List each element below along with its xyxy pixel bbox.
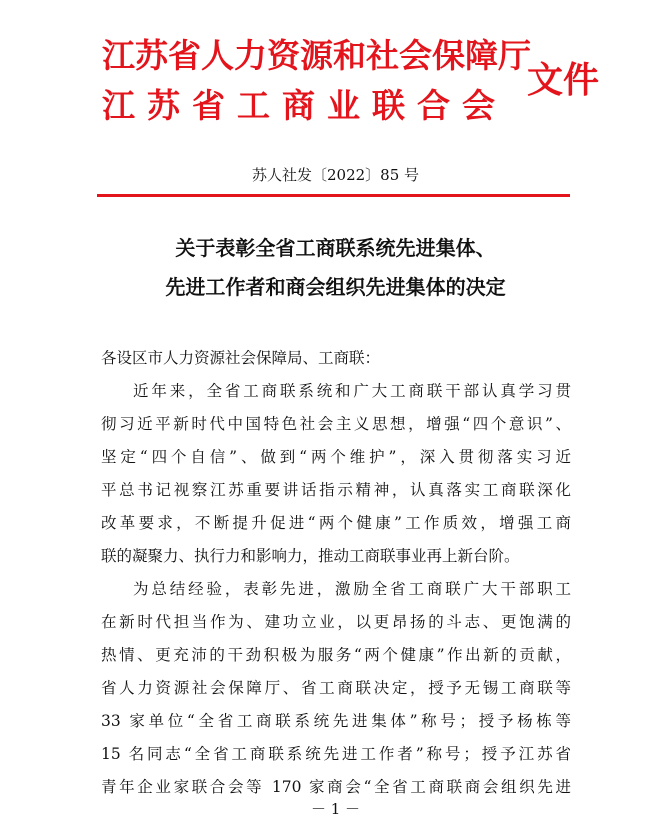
red-divider-line [97,194,570,197]
paragraph-2-line: 青年企业家联合会等 170 家商会“全省工商联商会组织先进 [101,778,571,796]
paragraph-2-line: 33 家单位“全省工商联系统先进集体”称号；授予杨栋等 [101,712,571,730]
paragraph-1-line: 坚定“四个自信”、做到“两个维护”，深入贯彻落实习近 [101,448,571,466]
document-number: 苏人社发〔2022〕85 号 [251,166,420,184]
document-type-label: 文件 [527,60,600,101]
salutation: 各设区市人力资源社会保障局、工商联： [101,349,381,367]
paragraph-2-line: 省人力资源社会保障厅、省工商联决定，授予无锡工商联等 [101,679,571,697]
page-number: － 1 － [310,800,361,818]
paragraph-2-line: 在新时代担当作为、建功立业，以更昂扬的斗志、更饱满的 [101,613,571,631]
document-title-line-2: 先进工作者和商会组织先进集体的决定 [165,275,506,299]
paragraph-1-line: 近年来，全省工商联系统和广大工商联干部认真学习贯 [133,382,571,400]
paragraph-1-line: 联的凝聚力、执行力和影响力，推动工商联事业再上新台阶。 [101,547,520,565]
issuer-name-federation: 江苏省工商业联合会 [102,86,507,125]
paragraph-2-line: 15 名同志“全省工商联系统先进工作者”称号；授予江苏省 [101,745,571,763]
paragraph-2-line: 为总结经验，表彰先进，激励全省工商联广大干部职工 [133,580,571,598]
paragraph-1-line: 改革要求，不断提升促进“两个健康”工作质效，增强工商 [101,514,571,532]
paragraph-2-line: 热情、更充沛的干劲积极为服务“两个健康”作出新的贡献， [101,646,571,664]
issuer-name-hrss: 江苏省人力资源和社会保障厅 [102,36,531,75]
paragraph-1-line: 彻习近平新时代中国特色社会主义思想，增强“四个意识”、 [101,415,571,433]
paragraph-1-line: 平总书记视察江苏重要讲话指示精神，认真落实工商联深化 [101,481,571,499]
document-title-line-1: 关于表彰全省工商联系统先进集体、 [175,236,496,260]
